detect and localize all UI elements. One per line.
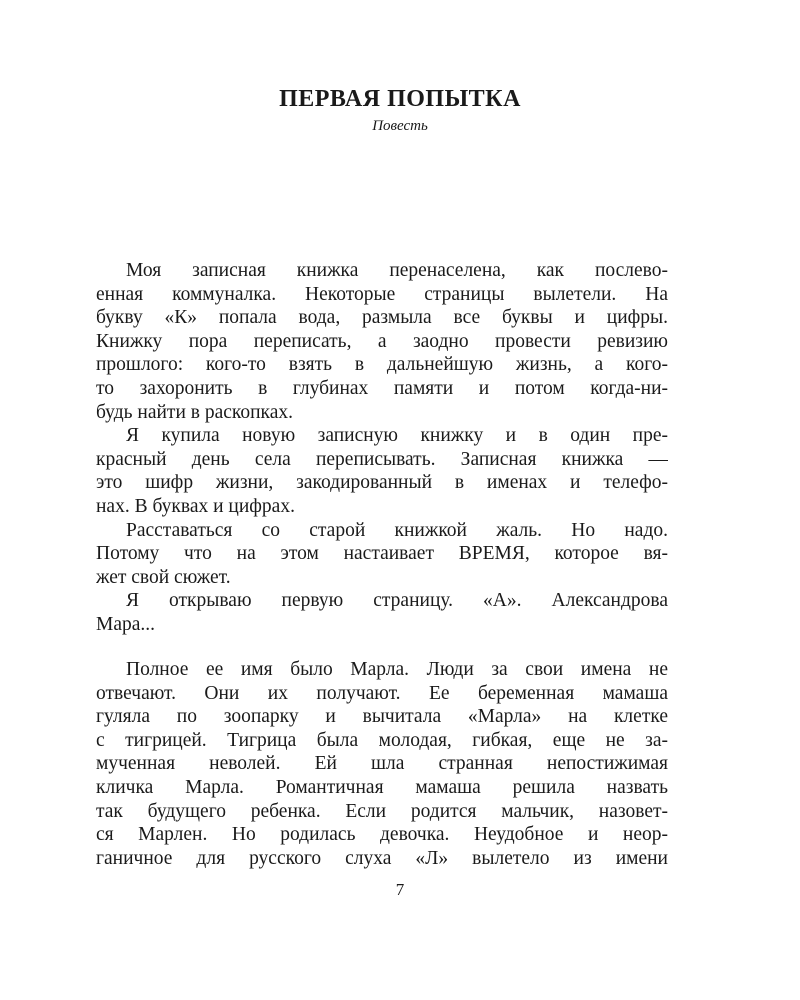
text-line: кличка Марла. Романтичная мамаша решила назвать [96,776,668,798]
text-line: это шифр жизни, закодированный в именах и телефо- [96,472,668,494]
text-line: будь найти в раскопках. [96,401,294,423]
text-line: Полное ее имя было Марла. Люди за свои имена не [126,659,668,680]
text-line: букву «К» попала вода, размыла все буквы и цифры. [96,307,668,329]
text-line: ганичное для русского слуха «Л» вылетело из имени [96,847,668,869]
text-line: мученная неволей. Ей шла странная непостижимая [96,753,668,775]
text-line: с тигрицей. Тигрица была молодая, гибкая, еще не за- [96,729,668,751]
text-line: нах. В буквах и цифрах. [96,495,295,517]
text-line: отвечают. Они их получают. Ее беременная мамаша [96,682,668,704]
text-line: гуляла по зоопарку и вычитала «Марла» на клетке [96,706,668,728]
text-line: ся Марлен. Но родилась девочка. Неудобное и неор- [96,824,668,846]
page-number: 7 [395,880,405,899]
text-section-2 [96,658,668,870]
text-line: Потому что на этом настаивает ВРЕМЯ, которое вя- [96,543,668,565]
text-line: Я открываю первую страницу. «А». Александрова [126,590,668,612]
text-line: енная коммуналка. Некоторые страницы вылетели. На [96,283,668,305]
text-line: Книжку пора переписать, а заодно провести ревизию [96,330,668,352]
text-line: прошлого: кого-то взять в дальнейшую жизнь, а кого- [96,354,668,376]
text-line: так будущего ребенка. Если родится мальчик, назовет- [96,800,668,822]
text-line: Я купила новую записную книжку и в один пре- [126,425,668,447]
text-line: жет свой сюжет. [96,566,231,588]
text-line: Моя записная книжка перенаселена, как послево- [126,260,668,281]
text-line: то захоронить в глубинах памяти и потом когда-ни- [96,377,668,399]
text-line: красный день села переписывать. Записная книжка — [96,448,668,470]
text-line: Мара... [96,613,156,635]
text-section-1 [96,259,668,637]
text-line: Расставаться со старой книжкой жаль. Но надо. [126,519,668,541]
story-genre-subtitle: Повесть [372,118,428,134]
story-title: ПЕРВАЯ ПОПЫТКА [279,86,521,112]
